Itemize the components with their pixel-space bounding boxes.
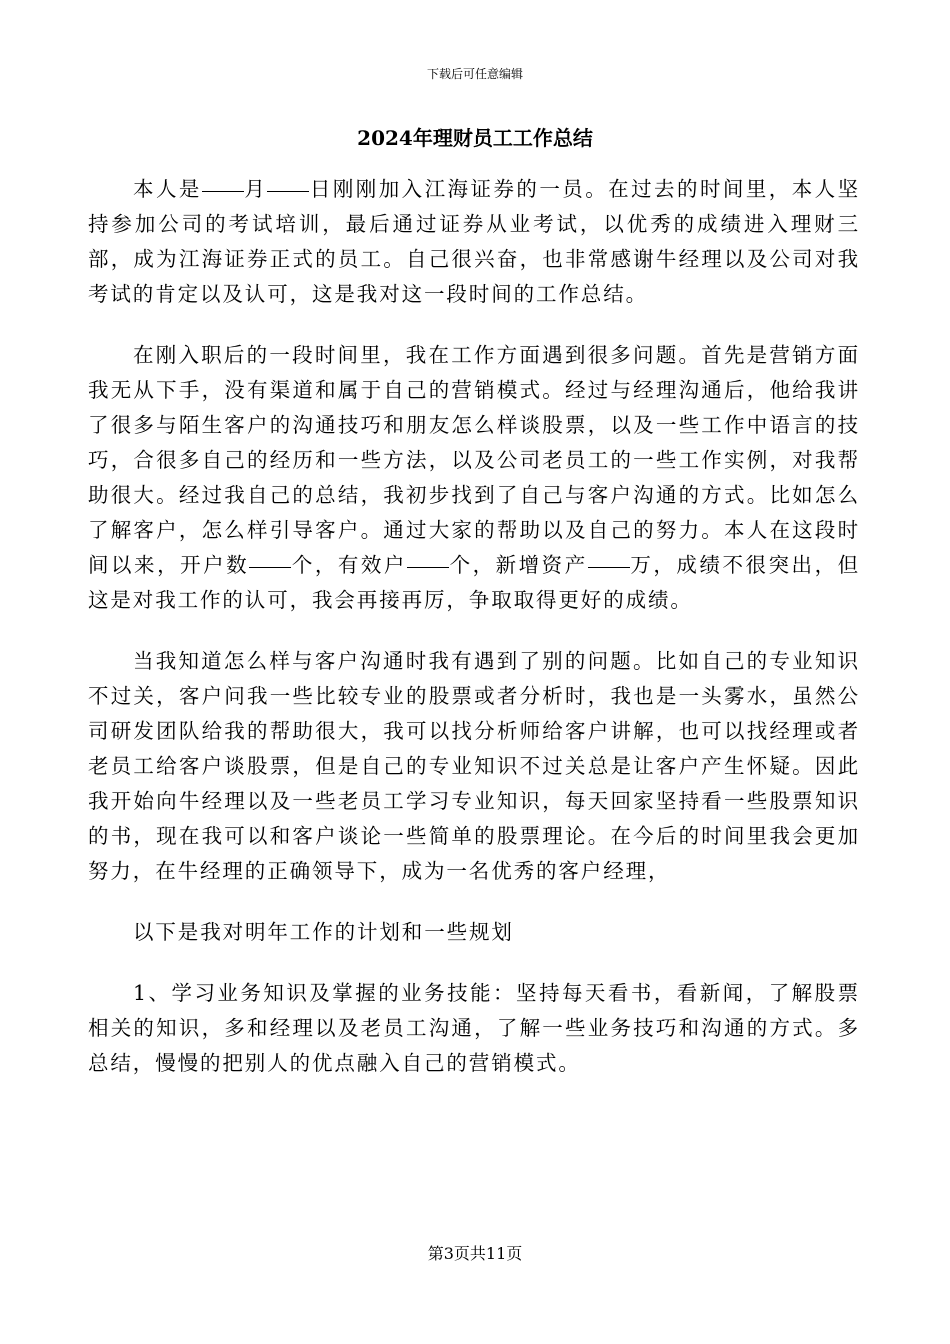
paragraph-knowledge: 当我知道怎么样与客户沟通时我有遇到了别的问题。比如自己的专业知识不过关，客户问我一些比较专业的股票或者分析时，我也是一头雾水，虽然公司研发团队给我的帮助很大，我可以找分析师给客户讲解，也可以找经理或者老员工给客户谈股票，但是自己的专业知识不过关总是让客户产生怀疑。因此我开始向牛经理以及一些老员工学习专业知识，每天回家坚持看一些股票知识的书，现在我可以和客户谈论一些简单的股票理论。在今后的时间里我会更加努力，在牛经理的正确领导下，成为一名优秀的客户经理， [88,649,860,883]
paragraph-early-work [88,338,860,618]
paragraph-early-work-text-1: 在刚入职后的一段时间里，我在工作方面遇到很多问题。首先是营销方面我无从下手，没有渠道和属于自己的营销模式。经过与经理沟通后，他给我讲了很多与陌生客户的沟通技巧和朋友怎么样谈股票，以及一些工作中语言的技巧，合很多自己的经历和一些方法，以及公司老员工的一些工作实例，对我帮助很大。经过我自己的总结，我初步找到了自己与客户沟通的方式。比如怎么了解客户，怎么样引导客户。通过大家的帮助以及自己的努力。本人在这段时间以来，开户数 [88,343,860,577]
paragraph-intro-text-3: 日刚刚加入江海证券的一员。在过去的时间里，本人坚持参加公司的考试培训，最后通过证券从业考试，以优秀的成绩进入理财三部，成为江海证券正式的员工。自己很兴奋，也非常感谢牛经理以及公司对我考试的肯定以及认可，这是我对这一段时间的工作总结。 [88,177,861,306]
document-title: 2024年理财员工工作总结 [357,126,593,150]
paragraph-intro-text-2: 月 [243,177,268,201]
paragraph-intro-text-1: 本人是 [133,177,202,201]
blank-fill-line [202,190,244,192]
document-body [88,172,860,1081]
paragraph-plan-item-1: 1、学习业务知识及掌握的业务技能：坚持每天看书，看新闻，了解股票相关的知识，多和经理以及老员工沟通，了解一些业务技巧和沟通的方式。多总结，慢慢的把别人的优点融入自己的营销模式。 [88,981,860,1075]
paragraph-plan-intro: 以下是我对明年工作的计划和一些规划 [133,920,514,944]
blank-fill-line [588,566,630,568]
paragraph-early-work-text-4: 万，成绩不很突出，但这是对我工作的认可，我会再接再厉，争取取得更好的成绩。 [88,553,861,612]
blank-fill-line [407,566,449,568]
paragraph-early-work-text-2: 个，有效户 [291,553,407,577]
header-note: 下载后可任意编辑 [426,67,523,81]
paragraph-intro [88,172,860,312]
blank-fill-line [267,190,309,192]
page-number: 第3页共11页 [427,1244,523,1263]
blank-fill-line [249,566,291,568]
paragraph-early-work-text-3: 个，新增资产 [448,553,588,577]
